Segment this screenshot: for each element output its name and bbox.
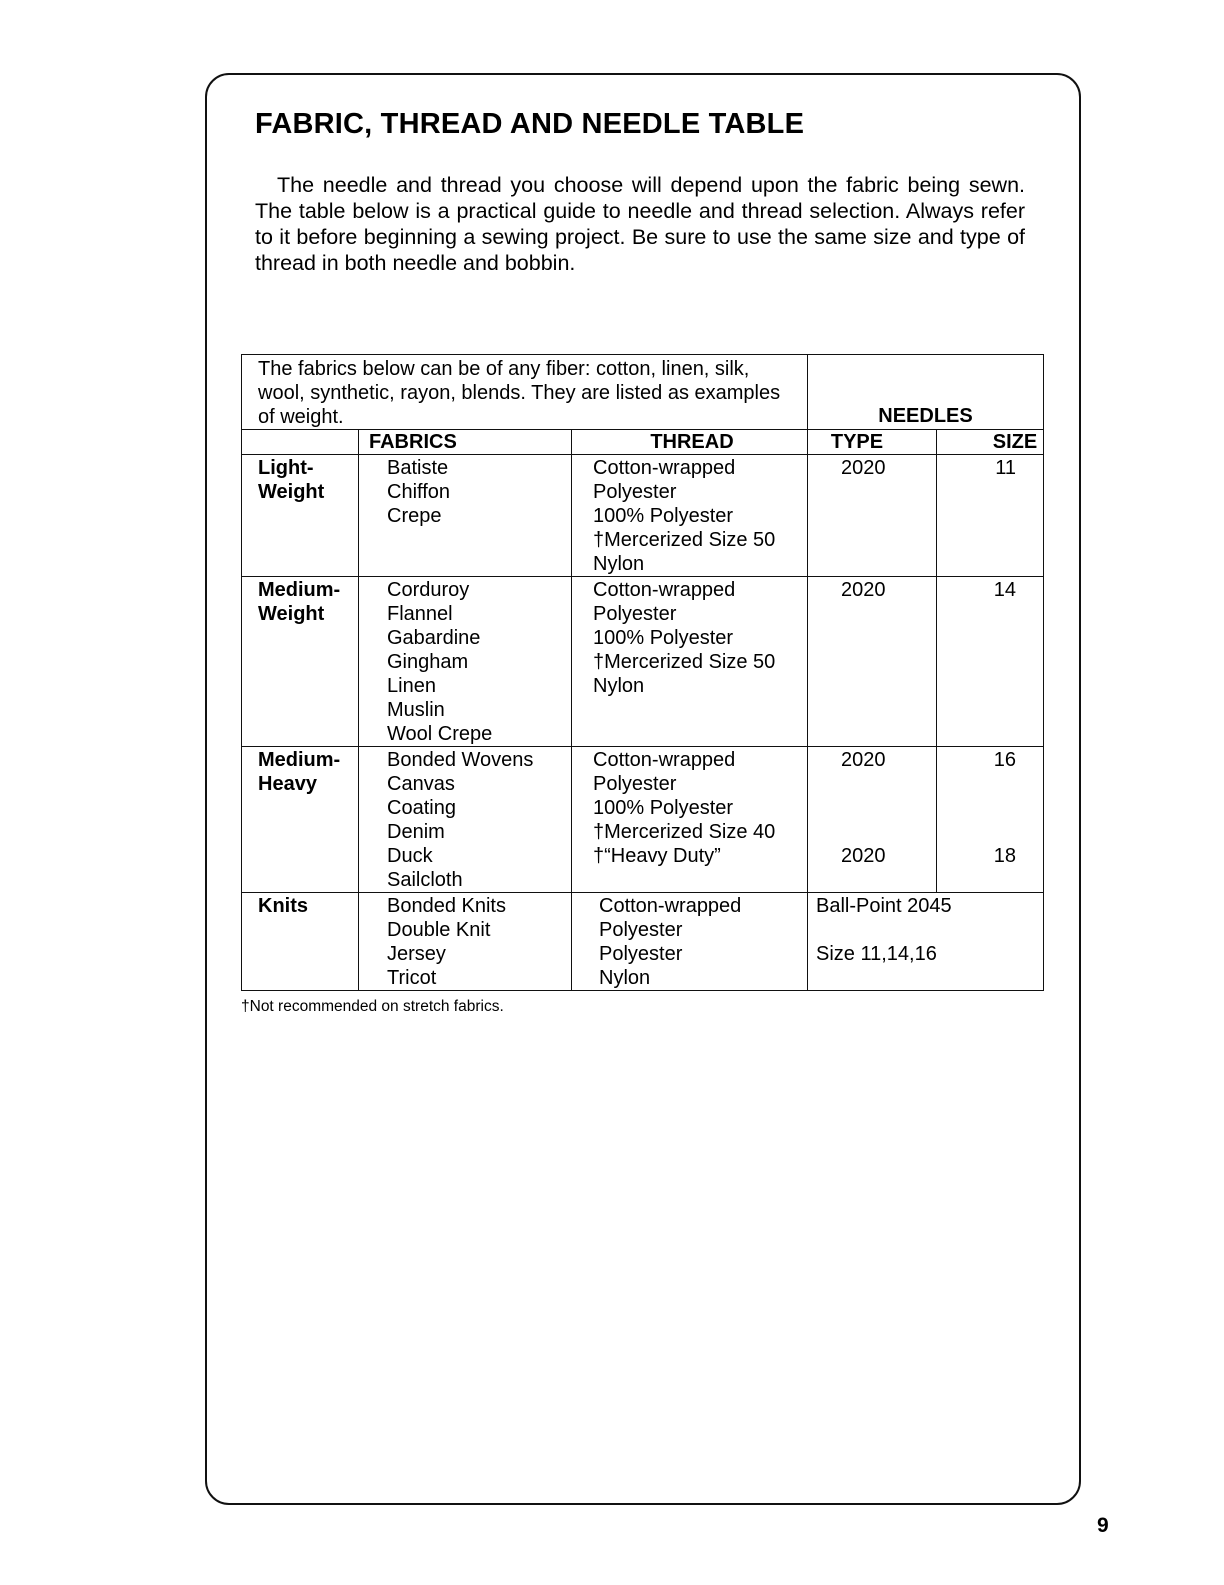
thread-header: THREAD: [572, 430, 808, 455]
needle-type-cell: 2020: [808, 577, 937, 747]
weight-cell: Light- Weight: [242, 455, 359, 577]
page-title: FABRIC, THREAD AND NEEDLE TABLE: [255, 108, 805, 140]
needle-size-cell: 14: [937, 577, 1044, 747]
thread-cell: Cotton-wrapped Polyester 100% Polyester †Mercerized Size 40 †“Heavy Duty”: [572, 747, 808, 893]
needle-size-cell: 11: [937, 455, 1044, 577]
fabrics-header: FABRICS: [359, 430, 572, 455]
needles-header: NEEDLES: [808, 355, 1044, 430]
page-number: 9: [1097, 1514, 1109, 1537]
thread-cell: Cotton-wrapped Polyester Polyester Nylon: [572, 893, 808, 991]
weight-header: [242, 430, 359, 455]
weight-cell: Knits: [242, 893, 359, 991]
intro-paragraph: The needle and thread you choose will depend upon the fabric being sewn. The table below is a practical guide to needle and thread selection. Always refer to it before beginning a sewing project. Be sure to use the same size and type of thread in both needle and bobbin.: [255, 173, 1025, 275]
thread-cell: Cotton-wrapped Polyester 100% Polyester †Mercerized Size 50 Nylon: [572, 455, 808, 577]
weight-cell: Medium- Heavy: [242, 747, 359, 893]
needle-type-cell: 2020: [808, 455, 937, 577]
column-header-row: [242, 430, 1044, 455]
footnote: †Not recommended on stretch fabrics.: [241, 998, 504, 1015]
table-row: [242, 893, 1044, 991]
weight-cell: Medium- Weight: [242, 577, 359, 747]
fabrics-cell: Batiste Chiffon Crepe: [359, 455, 572, 577]
needle-type-cell: 2020 2020: [808, 747, 937, 893]
fabrics-cell: Corduroy Flannel Gabardine Gingham Linen Muslin Wool Crepe: [359, 577, 572, 747]
thread-cell: Cotton-wrapped Polyester 100% Polyester †Mercerized Size 50 Nylon: [572, 577, 808, 747]
table-row: [242, 747, 1044, 893]
needle-size-cell: 16 18: [937, 747, 1044, 893]
table-note: The fabrics below can be of any fiber: cotton, linen, silk, wool, synthetic, rayon, blends. They are listed as examples of weight.: [242, 355, 808, 430]
table-row: [242, 577, 1044, 747]
fabrics-cell: Bonded Wovens Canvas Coating Denim Duck Sailcloth: [359, 747, 572, 893]
fabric-thread-needle-table: [241, 354, 1044, 991]
size-header: SIZE: [937, 430, 1044, 455]
type-header: TYPE: [808, 430, 937, 455]
table-row: [242, 455, 1044, 577]
fabrics-cell: Bonded Knits Double Knit Jersey Tricot: [359, 893, 572, 991]
needle-cell: Ball-Point 2045 Size 11,14,16: [808, 893, 1044, 991]
